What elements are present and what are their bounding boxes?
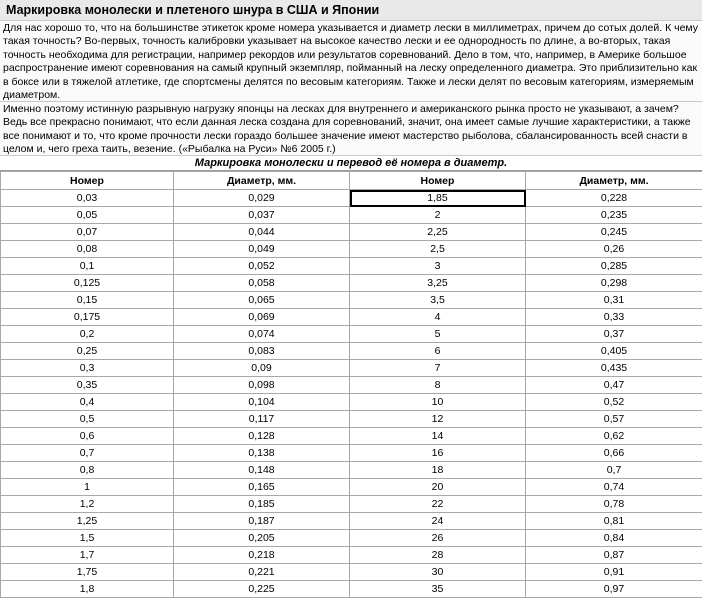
number-cell[interactable]: 0,25: [1, 343, 174, 360]
diameter-cell[interactable]: 0,57: [526, 411, 702, 428]
diameter-cell[interactable]: 0,47: [526, 377, 702, 394]
number-cell[interactable]: 8: [350, 377, 526, 394]
diameter-cell[interactable]: 0,069: [174, 309, 350, 326]
diameter-cell[interactable]: 0,84: [526, 530, 702, 547]
diameter-cell[interactable]: 0,128: [174, 428, 350, 445]
table-row: [1, 377, 702, 394]
number-cell[interactable]: 1,8: [1, 581, 174, 598]
number-cell[interactable]: 1,5: [1, 530, 174, 547]
diameter-cell[interactable]: 0,052: [174, 258, 350, 275]
diameter-cell[interactable]: 0,058: [174, 275, 350, 292]
diameter-cell[interactable]: 0,235: [526, 207, 702, 224]
number-cell[interactable]: 30: [350, 564, 526, 581]
number-cell[interactable]: 2: [350, 207, 526, 224]
number-cell[interactable]: 0,3: [1, 360, 174, 377]
size-table: [0, 171, 702, 598]
header-diameter-2[interactable]: Диаметр, мм.: [526, 172, 702, 190]
diameter-cell[interactable]: 0,185: [174, 496, 350, 513]
number-cell[interactable]: 1,2: [1, 496, 174, 513]
number-cell[interactable]: 2,5: [350, 241, 526, 258]
diameter-cell[interactable]: 0,044: [174, 224, 350, 241]
number-cell[interactable]: 1,75: [1, 564, 174, 581]
number-cell[interactable]: 22: [350, 496, 526, 513]
diameter-cell[interactable]: 0,26: [526, 241, 702, 258]
header-number-1[interactable]: Номер: [1, 172, 174, 190]
diameter-cell[interactable]: 0,037: [174, 207, 350, 224]
diameter-cell[interactable]: 0,74: [526, 479, 702, 496]
diameter-cell[interactable]: 0,09: [174, 360, 350, 377]
table-caption[interactable]: Маркировка монолески и перевод её номера в диаметр.: [0, 156, 702, 171]
diameter-cell[interactable]: 0,435: [526, 360, 702, 377]
header-number-2[interactable]: Номер: [350, 172, 526, 190]
diameter-cell[interactable]: 0,33: [526, 309, 702, 326]
number-cell[interactable]: 10: [350, 394, 526, 411]
number-cell[interactable]: 3,5: [350, 292, 526, 309]
number-cell[interactable]: 0,2: [1, 326, 174, 343]
table-row: [1, 530, 702, 547]
number-cell[interactable]: 1: [1, 479, 174, 496]
number-cell[interactable]: 0,175: [1, 309, 174, 326]
number-cell[interactable]: 0,05: [1, 207, 174, 224]
diameter-cell[interactable]: 0,97: [526, 581, 702, 598]
number-cell[interactable]: 20: [350, 479, 526, 496]
number-cell[interactable]: 0,15: [1, 292, 174, 309]
diameter-cell[interactable]: 0,225: [174, 581, 350, 598]
diameter-cell[interactable]: 0,205: [174, 530, 350, 547]
diameter-cell[interactable]: 0,245: [526, 224, 702, 241]
number-cell[interactable]: 3: [350, 258, 526, 275]
number-cell[interactable]: 1,7: [1, 547, 174, 564]
table-row: [1, 547, 702, 564]
number-cell[interactable]: 28: [350, 547, 526, 564]
number-cell[interactable]: 0,1: [1, 258, 174, 275]
table-row: [1, 343, 702, 360]
number-cell[interactable]: 0,08: [1, 241, 174, 258]
diameter-cell[interactable]: 0,37: [526, 326, 702, 343]
number-cell[interactable]: 0,5: [1, 411, 174, 428]
number-cell[interactable]: 35: [350, 581, 526, 598]
diameter-cell[interactable]: 0,91: [526, 564, 702, 581]
number-cell[interactable]: 18: [350, 462, 526, 479]
diameter-cell[interactable]: 0,285: [526, 258, 702, 275]
number-cell[interactable]: 16: [350, 445, 526, 462]
table-row: [1, 513, 702, 530]
table-row: [1, 190, 702, 207]
table-row: [1, 462, 702, 479]
intro-paragraph[interactable]: Для нас хорошо то, что на большинстве этикеток кроме номера указывается и диаметр лески в миллиметрах, причем до сотых долей. К чему такая точность? Во-первых, точность калибровки указывает на высокое качество лески и ее однородность по длине, а во-вторых, такая точность необходима для регистрации, например рекордов или результатов соревнований. Дело в том, что, например, в Америке большое распространение имеют соревнования на самый крупный экземпляр, пойманный на леску определенного диаметра. Это приблизительно как в боксе или в тяжелой атлетике, где спортсмены делятся по весовым категориям. Также и лески делят по весовым категориям, измеряемым диаметром.: [0, 21, 702, 102]
number-cell[interactable]: 2,25: [350, 224, 526, 241]
number-cell[interactable]: 1,25: [1, 513, 174, 530]
diameter-cell[interactable]: 0,52: [526, 394, 702, 411]
number-cell[interactable]: 0,7: [1, 445, 174, 462]
number-cell[interactable]: 0,4: [1, 394, 174, 411]
number-cell[interactable]: 0,35: [1, 377, 174, 394]
header-row: [1, 172, 702, 190]
number-cell[interactable]: 14: [350, 428, 526, 445]
table-row: [1, 326, 702, 343]
diameter-cell[interactable]: 0,029: [174, 190, 350, 207]
diameter-cell[interactable]: 0,098: [174, 377, 350, 394]
number-cell[interactable]: 0,07: [1, 224, 174, 241]
number-cell[interactable]: 6: [350, 343, 526, 360]
table-row: [1, 394, 702, 411]
diameter-cell[interactable]: 0,31: [526, 292, 702, 309]
diameter-cell[interactable]: 0,104: [174, 394, 350, 411]
diameter-cell[interactable]: 0,138: [174, 445, 350, 462]
table-row: [1, 224, 702, 241]
diameter-cell[interactable]: 0,7: [526, 462, 702, 479]
number-cell[interactable]: 4: [350, 309, 526, 326]
table-row: [1, 292, 702, 309]
diameter-cell[interactable]: 0,62: [526, 428, 702, 445]
diameter-cell[interactable]: 0,81: [526, 513, 702, 530]
diameter-cell[interactable]: 0,221: [174, 564, 350, 581]
number-cell[interactable]: 0,6: [1, 428, 174, 445]
diameter-cell[interactable]: 0,66: [526, 445, 702, 462]
diameter-cell[interactable]: 0,78: [526, 496, 702, 513]
number-cell[interactable]: 26: [350, 530, 526, 547]
table-row: [1, 241, 702, 258]
table-row: [1, 411, 702, 428]
diameter-cell[interactable]: 0,165: [174, 479, 350, 496]
sheet-title[interactable]: Маркировка монолески и плетеного шнура в США и Японии: [0, 0, 702, 21]
table-row: [1, 479, 702, 496]
number-cell[interactable]: 0,125: [1, 275, 174, 292]
table-row: [1, 428, 702, 445]
number-cell[interactable]: 0,8: [1, 462, 174, 479]
diameter-cell[interactable]: 0,228: [526, 190, 702, 207]
table-body: [1, 190, 702, 598]
diameter-cell[interactable]: 0,298: [526, 275, 702, 292]
table-row: [1, 275, 702, 292]
number-cell[interactable]: 1,85: [350, 190, 526, 207]
table-row: [1, 496, 702, 513]
table-row: [1, 445, 702, 462]
diameter-cell[interactable]: 0,187: [174, 513, 350, 530]
table-row: [1, 360, 702, 377]
header-diameter-1[interactable]: Диаметр, мм.: [174, 172, 350, 190]
number-cell[interactable]: 7: [350, 360, 526, 377]
number-cell[interactable]: 3,25: [350, 275, 526, 292]
number-cell[interactable]: 24: [350, 513, 526, 530]
number-cell[interactable]: 5: [350, 326, 526, 343]
diameter-cell[interactable]: 0,218: [174, 547, 350, 564]
number-cell[interactable]: 12: [350, 411, 526, 428]
diameter-cell[interactable]: 0,117: [174, 411, 350, 428]
diameter-cell[interactable]: 0,148: [174, 462, 350, 479]
diameter-cell[interactable]: 0,074: [174, 326, 350, 343]
diameter-cell[interactable]: 0,083: [174, 343, 350, 360]
diameter-cell[interactable]: 0,065: [174, 292, 350, 309]
diameter-cell[interactable]: 0,405: [526, 343, 702, 360]
diameter-cell[interactable]: 0,049: [174, 241, 350, 258]
table-row: [1, 564, 702, 581]
table-row: [1, 207, 702, 224]
table-row: [1, 258, 702, 275]
number-cell[interactable]: 0,03: [1, 190, 174, 207]
table-row: [1, 309, 702, 326]
diameter-cell[interactable]: 0,87: [526, 547, 702, 564]
table-row: [1, 581, 702, 598]
second-paragraph[interactable]: Именно поэтому истинную разрывную нагрузку японцы на лесках для внутреннего и американского рынка просто не указывают, а зачем? Ведь все прекрасно понимают, что если данная леска создана для соревнований, значит, она имеет самые лучшие характеристики, а также все понимают и то, что кроме прочности лески гораздо большее значение имеют мастерство рыболова, сбалансированность всей снасти в целом и, чего греха таить, везение. («Рыбалка на Руси» №6 2005 г.): [0, 102, 702, 156]
